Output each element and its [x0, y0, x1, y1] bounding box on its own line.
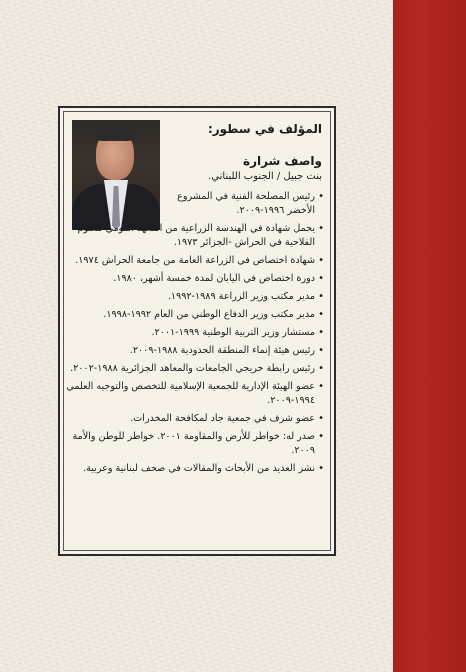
bio-item: • دورة اختصاص في اليابان لمدة خمسة أشهر، ١٩٨٠. — [62, 272, 324, 286]
bio-item: • مستشار وزير التربية الوطنية ١٩٩٩-٢٠٠١. — [62, 326, 324, 340]
bio-item: • عضو شرف في جمعية جاد لمكافحة المخدرات. — [62, 412, 324, 426]
author-name: واصف شرارة — [242, 154, 322, 168]
author-origin: بنت جبيل / الجنوب اللبناني. — [208, 171, 322, 182]
bio-item: • مدير مكتب وزير الدفاع الوطني من العام ١٩٩٢-١٩٩٨. — [62, 308, 324, 322]
author-card — [58, 106, 336, 556]
bio-item: • يحمل شهادة في الهندسة الزراعية من المعهد القومي للعلوم الفلاحية في الحراش -الجزائر ١٩٧٣. — [62, 222, 324, 250]
book-spine — [393, 0, 466, 672]
bio-item: • عضو الهيئة الإدارية للجمعية الإسلامية للتخصص والتوجيه العلمي ١٩٩٤-٢٠٠٩. — [62, 380, 324, 408]
bio-item: • رئيس هيئة إنماء المنطقة الحدودية ١٩٨٨-٢٠٠٩. — [62, 344, 324, 358]
bio-list — [62, 190, 324, 476]
bio-item: • مدير مكتب وزير الزراعة ١٩٨٩-١٩٩٢. — [62, 290, 324, 304]
bio-item: • رئيس رابطة خريجي الجامعات والمعاهد الجزائرية ١٩٨٨-٢٠٠٢. — [62, 362, 324, 376]
bio-item: • رئيس المصلحة الفنية في المشروع الأخضر ١٩٩٦-٢٠٠٩. — [162, 190, 324, 218]
author-card-frame — [63, 111, 331, 551]
bio-item: • نشر العديد من الأبحاث والمقالات في صحف لبنانية وعربية. — [62, 462, 324, 476]
author-bio — [62, 118, 324, 480]
bio-heading: المؤلف في سطور: — [207, 122, 322, 136]
bio-item: • شهادة اختصاص في الزراعة العامة من جامعة الحراش ١٩٧٤. — [62, 254, 324, 268]
bio-item: • صدر له: خواطر للأرض والمقاومة ٢٠٠١. خواطر للوطن والأمة ٢٠٠٩. — [62, 430, 324, 458]
